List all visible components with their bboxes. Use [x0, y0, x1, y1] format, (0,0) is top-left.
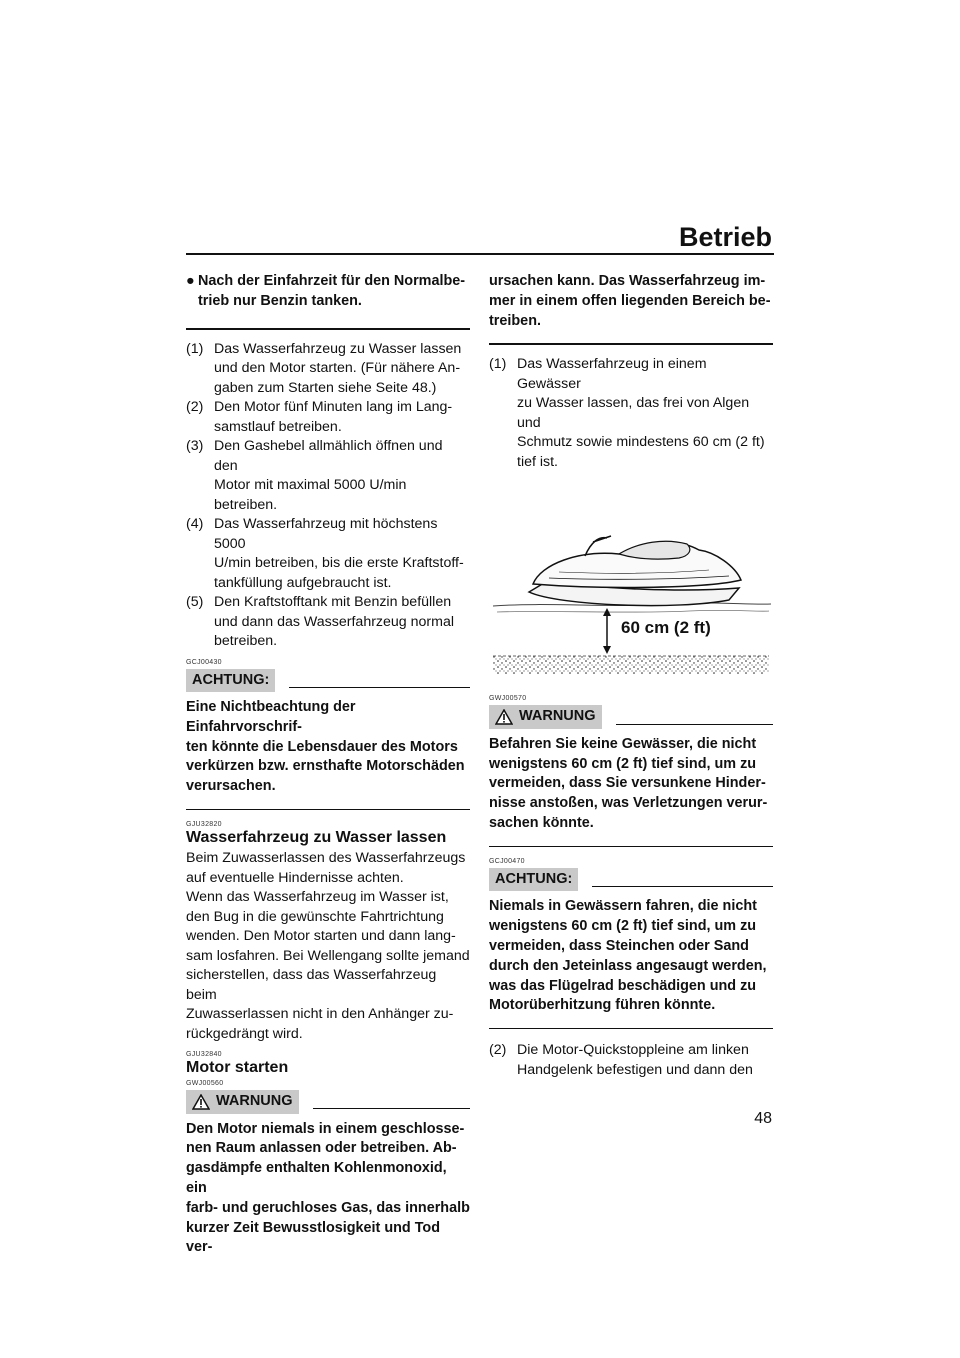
break-in-steps — [186, 340, 470, 652]
page-number: 48 — [754, 1110, 772, 1127]
warning-triangle-icon — [495, 709, 513, 725]
divider — [489, 343, 773, 345]
divider — [489, 1028, 773, 1029]
divider — [186, 328, 470, 330]
caution-header — [186, 669, 470, 693]
warning-label: WARNUNG — [489, 705, 602, 729]
list-item: (2) Die Motor-Quickstoppleine am linken Handgelenk befestigen und dann den — [489, 1042, 753, 1078]
reference-code: GCJ00430 — [186, 658, 222, 666]
reference-code: GWJ00560 — [186, 1080, 224, 1088]
list-item: (1) Das Wasserfahrzeug in einem Gewässer zu Wasser lassen, das frei von Algen und Schmutz sowie mindestens 60 cm (2 ft) tief ist. — [489, 356, 765, 470]
section-title: Motor starten — [186, 1059, 289, 1077]
warning-text: Den Motor niemals in einem geschlosse- nen Raum anlassen oder betreiben. Ab- gasdämpfe enthalten Kohlenmonoxid, ein farb- und geruchloses Gas, das innerhalb kurzer Zeit Bewusstlosigkeit und Tod ver- — [186, 1120, 470, 1256]
warning-triangle-icon — [192, 1094, 210, 1110]
divider — [186, 809, 470, 810]
caution-text: Eine Nichtbeachtung der Einfahrvorschrif- ten könnte die Lebensdauer des Motors verkürzen bzw. ernsthafte Motorschäden verursachen. — [186, 699, 465, 795]
caution-header — [489, 868, 773, 892]
section-body: Beim Zuwasserlassen des Wasserfahrzeugs auf eventuelle Hindernisse achten. Wenn das Wasserfahrzeug im Wasser ist, den Bug in die gewünschte Fahrtrichtung wenden. Den Motor starten und dann lang- sam losfahren. Bei Wellengang sollte jemand sicherstellen, dass das Wasserfahrzeug beim Zuwasserlassen nicht in den Anhänger zu- rückgedrängt wird. — [186, 850, 470, 1042]
start-steps — [489, 1041, 773, 1080]
page-title: Betrieb — [678, 222, 772, 252]
depth-label: 60 cm (2 ft) — [621, 618, 711, 638]
list-item: (5) Den Kraftstofftank mit Benzin befüllen und dann das Wasserfahrzeug normal betreiben. — [186, 594, 455, 650]
reference-code: GJU32820 — [186, 821, 222, 829]
reference-code: GCJ00470 — [489, 857, 525, 865]
warning-text: Befahren Sie keine Gewässer, die nicht wenigstens 60 cm (2 ft) tief sind, um zu vermeiden, dass Sie versunkene Hinder- nisse anstoßen, was Verletzungen verur- sachen könnte. — [489, 735, 768, 832]
watercraft-illustration — [489, 480, 773, 676]
section-title: Wasserfahrzeug zu Wasser lassen — [186, 829, 447, 847]
bullet-note: ● Nach der Einfahrzeit für den Normalbe- trieb nur Benzin tanken. — [186, 273, 466, 309]
bullet-icon: ● — [186, 273, 195, 289]
warning-continued-text: ursachen kann. Das Wasserfahrzeug im- mer in einem offen liegenden Bereich be- treiben. — [489, 273, 771, 329]
right-column — [489, 272, 773, 1080]
header-rule — [186, 253, 774, 255]
caution-label: ACHTUNG: — [186, 669, 275, 693]
divider — [489, 846, 773, 847]
list-item: (4) Das Wasserfahrzeug mit höchstens 5000 U/min betreiben, bis die erste Kraftstoff- tankfüllung aufgebraucht ist. — [186, 516, 464, 591]
warning-header — [186, 1090, 470, 1114]
reference-code: GJU32840 — [186, 1051, 222, 1059]
warning-header — [489, 705, 773, 729]
list-item: (1) Das Wasserfahrzeug zu Wasser lassen und den Motor starten. (Für nähere An- gaben zum Starten siehe Seite 48.) — [186, 340, 462, 396]
left-column — [186, 272, 470, 1258]
warning-label: WARNUNG — [186, 1090, 299, 1114]
list-item: (3) Den Gashebel allmählich öffnen und den Motor mit maximal 5000 U/min betreiben. — [186, 438, 443, 513]
launch-steps — [489, 355, 773, 472]
caution-text: Niemals in Gewässern fahren, die nicht wenigstens 60 cm (2 ft) tief sind, um zu vermeiden, dass Steinchen oder Sand durch den Jeteinlass angesaugt werden, was das Flügelrad beschädigen und zu Motorüberhitzung führen könnte. — [489, 898, 767, 1014]
caution-label: ACHTUNG: — [489, 868, 578, 892]
reference-code: GWJ00570 — [489, 695, 527, 703]
list-item: (2) Den Motor fünf Minuten lang im Lang- samstlauf betreiben. — [186, 399, 453, 435]
watercraft-depth-illustration — [489, 480, 773, 676]
